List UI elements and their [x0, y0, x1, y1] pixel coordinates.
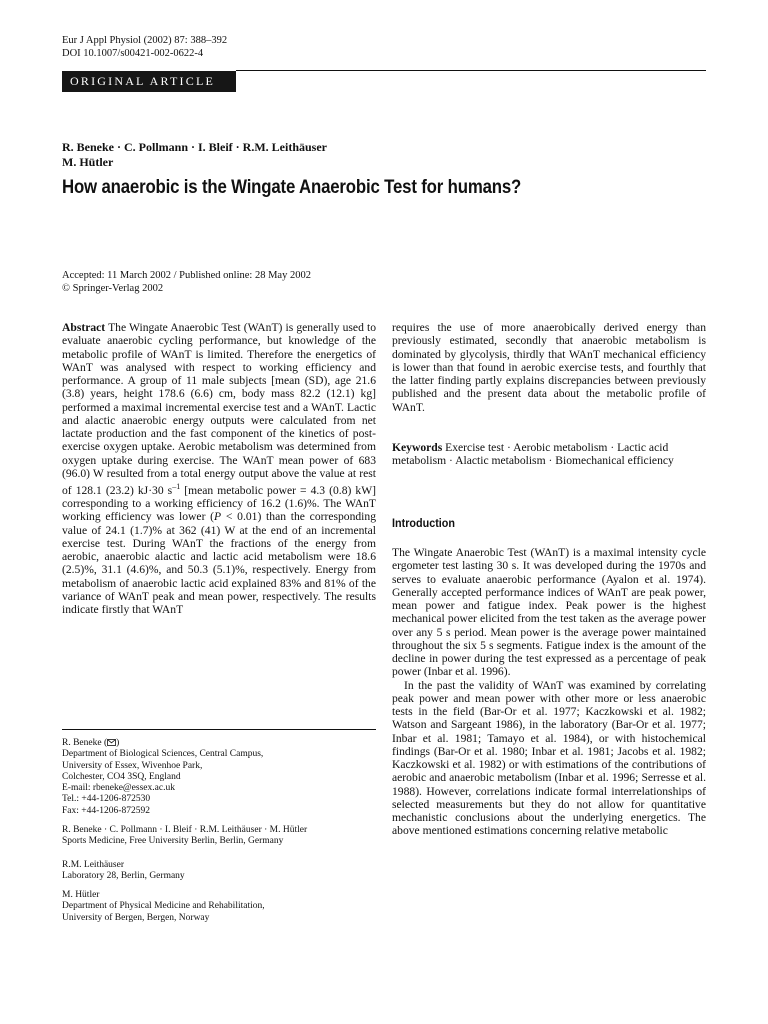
keywords-label: Keywords	[392, 441, 443, 454]
affiliation-corresponding	[62, 738, 376, 817]
author-line-1: R. Beneke · C. Pollmann · I. Bleif · R.M. Leithäuser	[62, 140, 327, 154]
accepted-published: Accepted: 11 March 2002 / Published online: 28 May 2002	[62, 270, 311, 281]
abstract-continuation	[392, 321, 706, 414]
fax: Fax: +44-1206-872592	[62, 805, 150, 816]
p-symbol: P	[214, 510, 222, 524]
doi: DOI 10.1007/s00421-002-0622-4	[62, 48, 204, 59]
affiliation-line: Colchester, CO4 3SQ, England	[62, 771, 181, 782]
article-type-banner: ORIGINAL ARTICLE	[62, 71, 236, 92]
article-title: How anaerobic is the Wingate Anaerobic Test for humans?	[62, 177, 522, 198]
affiliation-line: University of Essex, Wivenhoe Park,	[62, 760, 203, 771]
corresponding-name: R. Beneke (	[62, 738, 108, 748]
copyright: © Springer-Verlag 2002	[62, 282, 164, 294]
email: E-mail: rbeneke@essex.ac.uk	[62, 783, 175, 794]
corresponding-close: )	[116, 738, 120, 748]
affiliation-names: R. Beneke · C. Pollmann · I. Bleif · R.M. Leithäuser · M. Hütler	[62, 825, 308, 835]
introduction-paragraph-1: The Wingate Anaerobic Test (WAnT) is a maximal intensity cycle ergometer test lasting 30 s. It was developed during the 1970s and serves to evaluate anaerobic performance (Ayalon et al. 1974). Generally accepted performance indices of WAnT are peak power, mean power and fatigue index. Peak power is the highest mechanical power elicited from the test taken as the average power over any 5 s period. Mean power is the average power maintained throughout the six 5 s segments. Fatigue index is the amount of the decline in power during the test expressed as a percentage of peak power (Inbar et al. 1996).	[392, 546, 706, 679]
introduction-body	[392, 546, 706, 838]
introduction-paragraph-2: In the past the validity of WAnT was examined by correlating peak power and mean power with other more or less anaerobic tests in the field (Bar-Or et al. 1977; Kaczkowski et al. 1982; Watson and Sargeant 1986), in the laboratory (Bar-Or et al. 1977; Inbar et al. 1981; Tamayo et al. 1984), or with histochemical findings (Bar-Or et al. 1980; Inbar et al. 1981; Jacobs et al. 1982; Kaczkowski et al. 1982) or with estimations of the contributions of aerobic and anaerobic metabolism (Inbar et al. 1996; Serresse et al. 1988). However, correlations indicate formal interrelationships of selected measurements but they do not allow for quantitative mechanistic conclusions about the underlying energetics. The above mentioned estimations concerning relative metabolic	[392, 678, 706, 838]
affiliation-berlin	[62, 825, 376, 848]
corresponding-author	[62, 738, 376, 749]
abstract-text-3: < 0.01) than the corresponding value of 24.1 (1.7)% at 362 (41) W at the end of an incremental exercise test. During WAnT the fractions of the energy from aerobic, anaerobic alactic and lactic acid metabolism were 18.6 (2.5)%, 31.1 (4.6)%, and 50.3 (5.1)%, respectively. Energy from metabolism of anaerobic lactic acid explained 83% and 81% of the variance of WAnT peak and mean power, respectively. The results indicate firstly that WAnT	[62, 510, 376, 617]
affiliation-name: R.M. Leithäuser	[62, 860, 125, 870]
journal-reference: Eur J Appl Physiol (2002) 87: 388–392	[62, 35, 228, 46]
abstract-continuation-text: requires the use of more anaerobically derived energy than previously estimated, secondly that anaerobic metabolism is dominated by glycolysis, thirdly that WAnT mechanical efficiency is lower than that found in aerobic exercise tests, and fourthly that the latter finding partly explains discrepancies between previously published and the present data about the metabolic profile of WAnT.	[392, 321, 706, 414]
affiliation-univ: University of Bergen, Bergen, Norway	[62, 912, 210, 923]
introduction-heading: Introduction	[392, 516, 455, 530]
telephone: Tel.: +44-1206-872530	[62, 794, 151, 805]
abstract	[62, 321, 376, 616]
keywords-text: Exercise test · Aerobic metabolism · Lactic acid metabolism · Alactic metabolism · Biomechanical efficiency	[392, 441, 674, 468]
abstract-text-1: The Wingate Anaerobic Test (WAnT) is generally used to evaluate anaerobic cycling performance, but knowledge of the metabolic profile of WAnT is limited. Therefore the energetics of WAnT was analysed with respect to working efficiency and performance. A group of 11 male subjects [mean (SD), age 21.6 (3.8) years, height 178.6 (6.6) cm, body mass 82.2 (12.1) kg] performed a maximal incremental exercise test and a WAnT. Lactic and alactic anaerobic energy outputs were calculated from net lactate production and the fast component of the kinetics of post-exercise oxygen uptake. Aerobic metabolism was determined from oxygen uptake during exercise. The WAnT mean power of 683 (96.0) W resulted from a total energy output above the value at rest of 128.1 (23.2) kJ·30 s	[62, 321, 376, 497]
abstract-paragraph	[62, 321, 376, 616]
affiliation-bergen	[62, 890, 376, 924]
publication-dates	[62, 270, 311, 295]
abstract-label: Abstract	[62, 321, 106, 334]
affiliation-dept: Sports Medicine, Free University Berlin, Berlin, Germany	[62, 836, 284, 847]
affiliation-line: Department of Biological Sciences, Central Campus,	[62, 749, 264, 760]
affiliation-rule	[62, 729, 376, 730]
author-list	[62, 140, 327, 170]
affiliation-laboratory	[62, 860, 376, 883]
abstract-superscript: –1	[172, 482, 181, 491]
envelope-icon	[107, 739, 116, 746]
abstract-text-2: [mean metabolic power = 4.3 (0.8) kW] corresponding to a working efficiency of 16.2 (1.6)%. The WAnT working efficiency was lower (	[62, 483, 376, 524]
affiliation-dept: Department of Physical Medicine and Rehabilitation,	[62, 901, 265, 912]
keywords	[392, 441, 706, 468]
header-rule	[236, 70, 706, 71]
author-line-2: M. Hütler	[62, 155, 114, 169]
affiliation-name: M. Hütler	[62, 890, 100, 900]
affiliation-dept: Laboratory 28, Berlin, Germany	[62, 871, 185, 882]
